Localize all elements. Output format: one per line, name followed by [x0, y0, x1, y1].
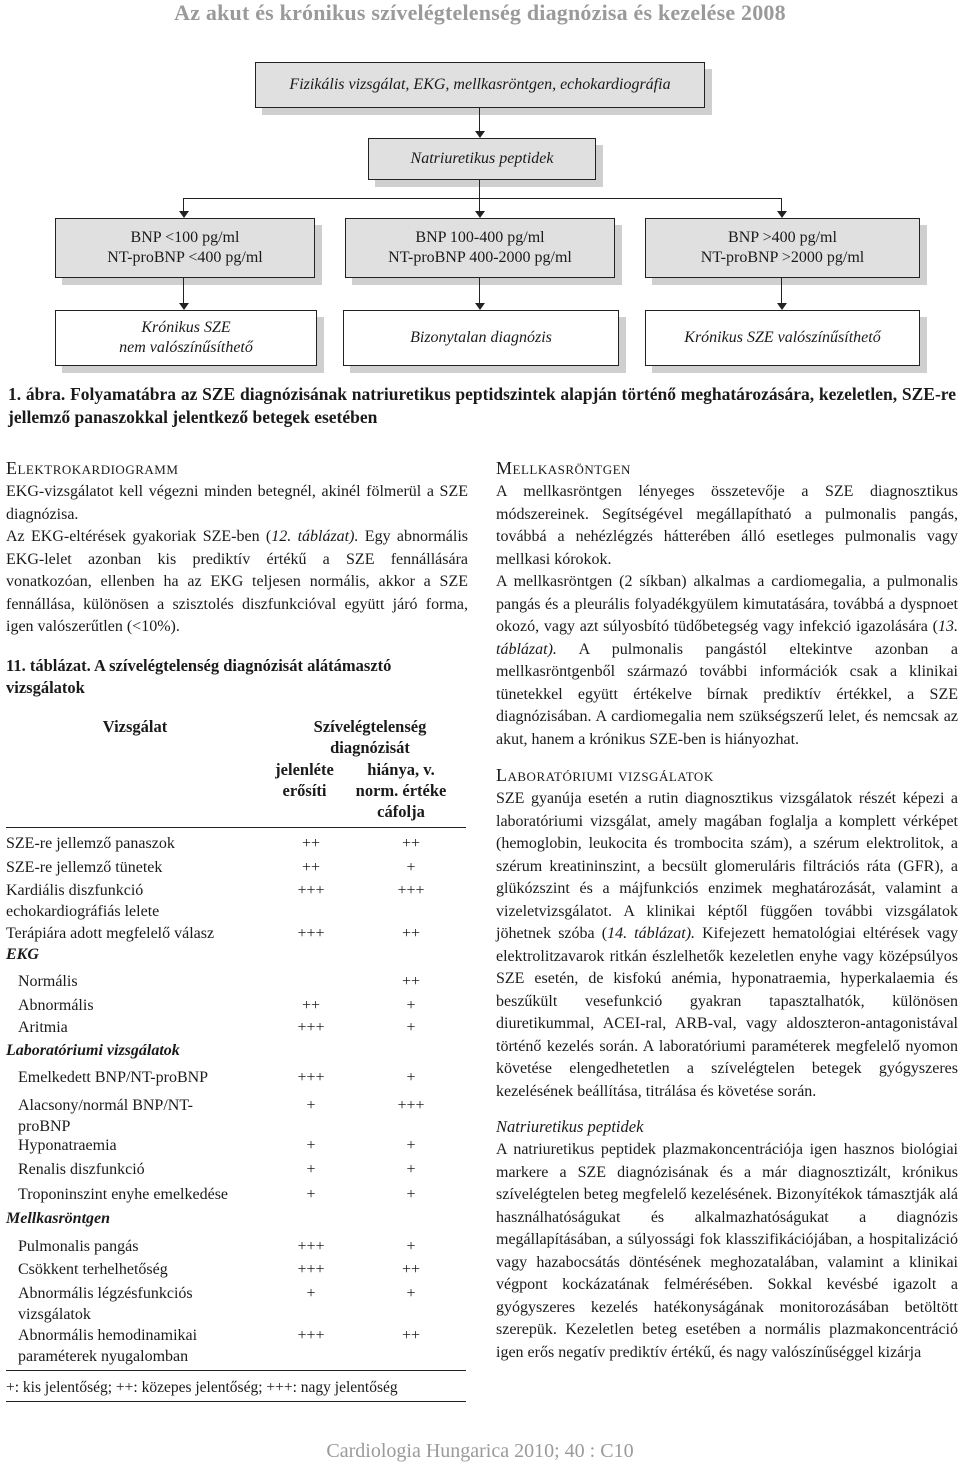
row-value-a: +++ — [297, 1019, 325, 1036]
arrow-down-icon — [777, 211, 787, 218]
arrow-down-icon — [179, 211, 189, 218]
row-value-b: +++ — [397, 1097, 425, 1114]
lab-paragraph-start: SZE gyanúja esetén a rutin diagnosztikus vizsgálatok részét képezi a laboratóriumi vizsgálat, amely magában foglalja a komplett vérképet (hemoglobin, leukocita és trombocita szám), a szérum elektrolitok, a szérum kreatininszint, a becsült glomeruláris filtrációs ráta (GFR), a glükózszint és a májfunkciós enzimek meghatározását, valamint a vizeletvizsgálatot. A klinikai képtől függően további vizsgálatok jöhetnek szóba ( — [496, 790, 958, 942]
arrow-down-icon — [475, 131, 485, 138]
subheading-natriuretic: Natriuretikus peptidek — [496, 1117, 644, 1136]
right-column — [496, 458, 958, 1364]
flow-outcome-likely-text: Krónikus SZE valószínűsíthető — [684, 329, 881, 346]
table-header-vizsgalat: Vizsgálat — [102, 717, 168, 736]
flow-level-low-line2: NT-proBNP <400 pg/ml — [107, 249, 263, 266]
row-value-b: + — [406, 1019, 416, 1036]
row-value-b: + — [406, 1238, 416, 1255]
row-value-a: +++ — [297, 1327, 325, 1344]
row-value-a: + — [306, 1186, 316, 1203]
row-value-b: + — [406, 1069, 416, 1086]
arrow-down-icon — [475, 211, 485, 218]
figure-caption-text: Folyamatábra az SZE diagnózisának natriuretikus peptidszintek alapján történő meghatározására, kezeletlen, SZE-re jellemző panaszokkal jelentkező betegek esetében — [8, 384, 957, 427]
table-rule — [6, 1370, 466, 1371]
row-value-b: + — [406, 997, 416, 1014]
connector — [479, 180, 480, 198]
flow-level-mid-line1: BNP 100-400 pg/ml — [415, 229, 545, 246]
row-value-a: +++ — [297, 1238, 325, 1255]
running-header: Az akut és krónikus szívelégtelenség diagnózisa és kezelése 2008 — [174, 0, 786, 25]
row-value-a: + — [306, 1097, 316, 1114]
arrow-down-icon — [777, 303, 787, 310]
section-heading-xray: Mellkasröntgen — [496, 458, 631, 478]
row-value-b: ++ — [401, 925, 421, 942]
row-value-a: + — [306, 1285, 316, 1302]
table-rule — [6, 827, 466, 828]
table-11-title: 11. táblázat. A szívelégtelenség diagnózisát alátámasztó vizsgálatok — [6, 655, 392, 697]
flow-box-examinations-text: Fizikális vizsgálat, EKG, mellkasröntgen, echokardiográfia — [289, 76, 671, 93]
row-value-a: ++ — [301, 997, 321, 1014]
figure-caption — [8, 383, 956, 429]
table-reference: 13. táblázat). — [496, 618, 958, 658]
arrow-down-icon — [179, 303, 189, 310]
row-value-b: ++ — [401, 835, 421, 852]
flow-box-outcome-uncertain — [343, 310, 619, 366]
flow-level-low-line1: BNP <100 pg/ml — [130, 229, 240, 246]
flow-box-level-high — [645, 218, 920, 278]
left-column — [6, 458, 468, 699]
table-legend: +: kis jelentőség; ++: közepes jelentőség; +++: nagy jelentőség — [6, 1379, 398, 1396]
row-name: SZE-re jellemző panaszok — [6, 835, 175, 852]
row-name: Terápiára adott megfelelő válasz — [6, 925, 215, 942]
row-name: Csökkent terhelhetőség — [18, 1261, 168, 1278]
table-header-col-a: jelenléte erősíti — [275, 760, 334, 800]
flow-box-level-low — [55, 218, 315, 278]
row-name: Abnormális hemodinamikai paraméterek nyugalomban — [18, 1327, 198, 1365]
table-reference: 12. táblázat). — [271, 528, 359, 545]
flow-level-high-line2: NT-proBNP >2000 pg/ml — [700, 249, 865, 266]
table-rule — [6, 1401, 466, 1402]
row-value-b: + — [406, 1137, 416, 1154]
natriuretic-paragraph: A natriuretikus peptidek plazmakoncentrációja igen hasznos biológiai markere a SZE diagnózisának és a már diagnosztizált, krónikus szívelégtelen beteg megfelelő kezelésének. Bizonyítékok támasztják alá használhatóságukat és alkalmazhatóságukat a diagnózis megállapításában, a súlyossági fok klasszifikációjában, a hospitalizáció vagy hazabocsátás döntésének meghozatalában, valamint a klinikai végpont kockázatának felmérésében. Sokkal kevésbé igazolt a gyógyszeres kezelés hatékonyságának monitorozásában betöltött szerepük. Kezeletlen beteg esetében a normális plazmakoncentráció igen erős negatív prediktív értékű, és nagy valószínűséggel kizárja — [496, 1141, 958, 1361]
table-header-group: Szívelégtelenség diagnózisát — [313, 717, 427, 757]
section-heading-ecg: Elektrokardiogramm — [6, 458, 179, 478]
row-value-a: +++ — [297, 1069, 325, 1086]
xray-paragraph-2-end: A pulmonalis pangástól eltekintve azonban a mellkasröntgenből származó további információk csak a klinikai tünetekkel együtt értékelve bírnak prediktív értékkel, a SZE diagnózisában. A cardiomegalia nem szükségszerű lelet, és nemcsak az akut, hanem a krónikus SZE-ben is hiányozhat. — [496, 640, 958, 748]
flow-box-natriuretic-text: Natriuretikus peptidek — [410, 150, 554, 167]
row-name: Hyponatraemia — [18, 1137, 117, 1154]
row-value-b: +++ — [397, 882, 425, 899]
row-name: Alacsony/normál BNP/NT-proBNP — [18, 1097, 193, 1135]
row-name: Aritmia — [18, 1019, 68, 1036]
ecg-paragraph-1: EKG-vizsgálatot kell végezni minden betegnél, akinél fölmerül a SZE diagnózisa. — [6, 483, 468, 523]
flow-box-outcome-likely — [645, 310, 920, 366]
lab-paragraph-end: Kifejezett hematológiai eltérések vagy elektrolitzavarok ritkán észlelhetők kezeletlen enyhe vagy középsúlyos SZE esetén, de kisfokú anémia, hyponatraemia, hyperkalaemia és beszűkült vesefunkció gyakran tapasztalhatók, különösen diuretikummal, ACEI-ral, ARB-val, vagy aldoszteron-antagonistával történő kezelés során. A laboratóriumi paraméterek megfelelő nyomon követése elengedhetetlen a szívelégtelen betegek gyógyszeres kezelésének beállítása, titrálása és követése során. — [496, 925, 959, 1100]
row-value-a: + — [306, 1161, 316, 1178]
lab-paragraph — [496, 788, 958, 1103]
row-value-a: +++ — [297, 882, 325, 899]
row-value-b: ++ — [401, 1327, 421, 1344]
ecg-paragraph-2-end: Egy abnormális EKG-lelet azonban kis prediktív értékű a SZE fennállására vonatkozóan, ellenben ha az EKG teljesen normális, akkor a SZE fennállása, különösen a szisztolés diszfunkcióval együtt járó forma, igen valószerűtlen (<10%). — [6, 528, 469, 635]
row-name: Kardiális diszfunkció echokardiográfiás lelete — [6, 882, 160, 920]
running-footer: Cardiologia Hungarica 2010; 40 : C10 — [326, 1440, 634, 1462]
flow-level-mid-line2: NT-proBNP 400-2000 pg/ml — [388, 249, 572, 266]
arrow-down-icon — [475, 303, 485, 310]
row-name: Laboratóriumi vizsgálatok — [6, 1042, 180, 1059]
row-value-b: ++ — [401, 973, 421, 990]
flow-box-outcome-unlikely — [55, 310, 317, 366]
row-name: Abnormális légzésfunkciós vizsgálatok — [18, 1285, 193, 1323]
xray-paragraph-2 — [496, 571, 958, 751]
table-header-col-b: hiánya, v. norm. értéke cáfolja — [355, 760, 447, 821]
flow-outcome-unlikely-line2: nem valószínűsíthető — [119, 339, 253, 356]
row-name: Troponinszint enyhe emelkedése — [18, 1186, 229, 1203]
flow-level-high-line1: BNP >400 pg/ml — [728, 229, 837, 246]
row-value-b: ++ — [401, 1261, 421, 1278]
flow-outcome-unlikely-line1: Krónikus SZE — [141, 319, 231, 336]
xray-paragraph-1: A mellkasröntgen lényeges összetevője a SZE diagnosztikus módszereinek. Segítségével megállapítható a pulmonalis pangás, továbbá a nehézlégzés hátterében álló esetleges pulmonalis vagy mellkasi kórokok. — [496, 483, 958, 568]
row-value-b: + — [406, 1285, 416, 1302]
row-value-a: +++ — [297, 1261, 325, 1278]
row-name: SZE-re jellemző tünetek — [6, 859, 163, 876]
row-value-a: + — [306, 1137, 316, 1154]
row-value-b: + — [406, 859, 416, 876]
flow-box-natriuretic — [368, 138, 596, 180]
row-value-a: +++ — [297, 925, 325, 942]
xray-paragraph-2-start: A mellkasröntgen (2 síkban) alkalmas a cardiomegalia, a pulmonalis pangás és a pleurális folyadékgyülem kimutatására, továbbá a dyspnoet okozó, vagy azt súlyosbító tüdőbetegség vagy infekció igazolására ( — [496, 573, 958, 635]
row-name: EKG — [6, 946, 39, 963]
connector — [183, 198, 781, 199]
row-value-b: + — [406, 1186, 416, 1203]
flow-box-examinations — [255, 62, 705, 108]
flow-outcome-uncertain-text: Bizonytalan diagnózis — [410, 329, 552, 346]
row-name: Emelkedett BNP/NT-proBNP — [18, 1069, 209, 1086]
figure-caption-label: 1. ábra. — [8, 384, 66, 404]
row-name: Pulmonalis pangás — [18, 1238, 139, 1255]
row-name: Mellkasröntgen — [6, 1210, 111, 1227]
flow-box-level-mid — [345, 218, 615, 278]
section-heading-lab: Laboratóriumi vizsgálatok — [496, 765, 714, 785]
row-name: Abnormális — [18, 997, 94, 1014]
row-name: Renalis diszfunkció — [18, 1161, 145, 1178]
row-value-a: ++ — [301, 835, 321, 852]
row-value-a: ++ — [301, 859, 321, 876]
ecg-paragraph-2-start: Az EKG-eltérések gyakoriak SZE-ben ( — [6, 528, 272, 545]
row-name: Normális — [18, 973, 78, 990]
ecg-paragraph-2 — [6, 526, 468, 639]
table-reference: 14. táblázat). — [607, 925, 696, 942]
row-value-b: + — [406, 1161, 416, 1178]
